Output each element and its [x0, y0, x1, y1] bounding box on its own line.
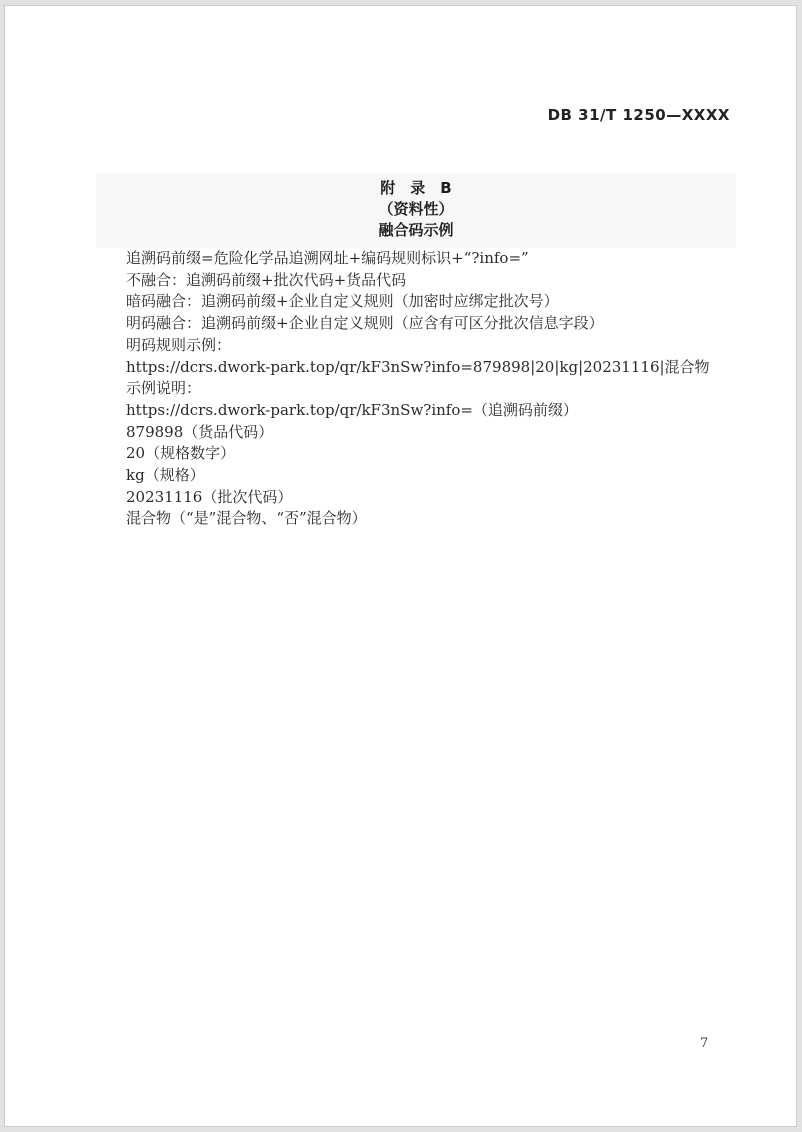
body-line: 追溯码前缀=危险化学品追溯网址+编码规则标识+“?info=”	[126, 249, 529, 267]
appendix-subtitle: （资料性）	[378, 200, 454, 218]
body-line: 20231116（批次代码）	[126, 487, 293, 506]
body-line: 明码融合：追溯码前缀+企业自定义规则（应含有可区分批次信息字段）	[126, 314, 604, 333]
page-number: 7	[700, 1036, 709, 1051]
body-line-url: https://dcrs.dwork-park.top/qr/kF3nSw?info=879898|20|kg|20231116|混合物	[126, 357, 710, 376]
standard-code-header: DB 31/T 1250—XXXX	[547, 106, 730, 124]
appendix-title-block	[96, 173, 736, 248]
body-line: 示例说明：	[126, 379, 202, 398]
body-line: kg（规格）	[126, 466, 205, 485]
body-line: 20（规格数字）	[126, 444, 236, 463]
body-line: 不融合：追溯码前缀+批次代码+货品代码	[126, 270, 407, 289]
body-line: 879898（货品代码）	[126, 422, 274, 441]
appendix-title: 附 录 B	[380, 179, 452, 197]
document-page	[4, 5, 797, 1127]
body-line-url: https://dcrs.dwork-park.top/qr/kF3nSw?info=（追溯码前缀）	[126, 400, 578, 419]
body-line: 暗码融合：追溯码前缀+企业自定义规则（加密时应绑定批次号）	[126, 292, 559, 311]
body-text-block	[126, 248, 746, 530]
body-line: 明码规则示例：	[126, 335, 232, 354]
appendix-heading: 融合码示例	[378, 221, 454, 239]
body-line: 混合物（“是”混合物、“否”混合物）	[126, 509, 367, 528]
